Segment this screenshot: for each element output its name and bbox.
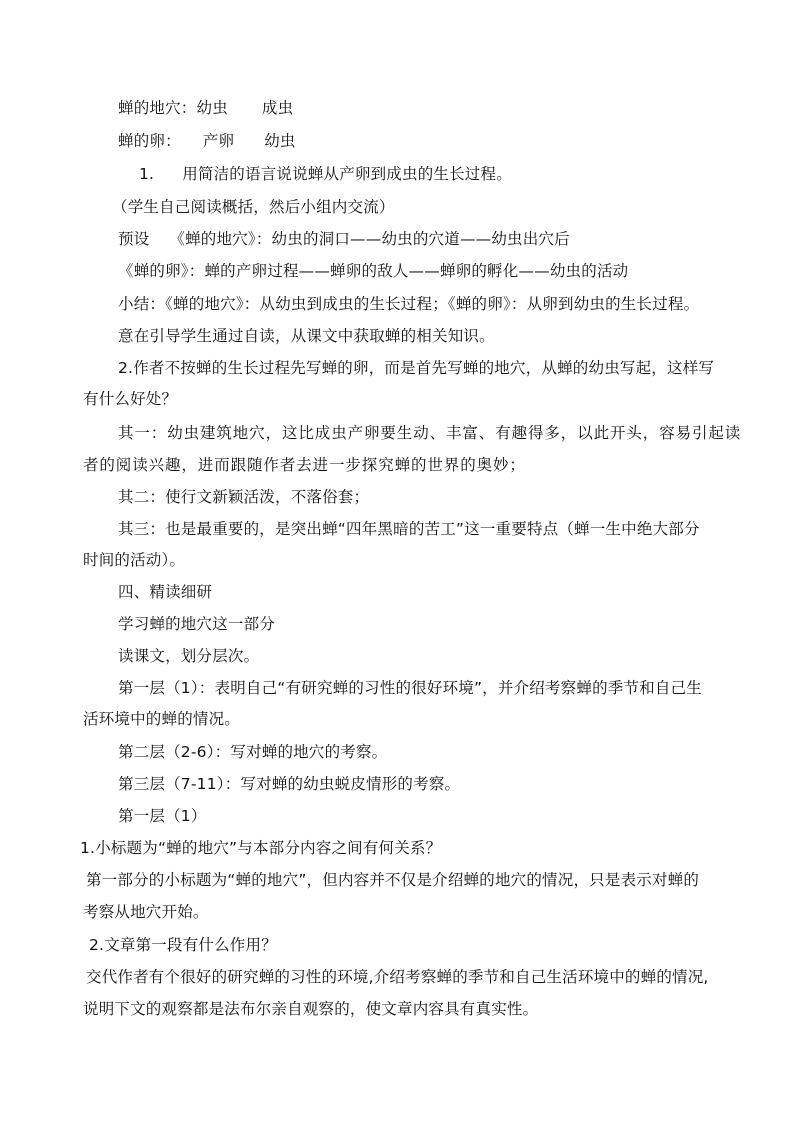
text-line: 小结：《蝉的地穴》：从幼虫到成虫的生长过程；《蝉的卵》：从卵到幼虫的生长过程。 [118,295,700,313]
text-line: 第二层（2-6）：写对蝉的地穴的考察。 [118,743,388,761]
text-span: 蝉的地穴：幼虫 [118,99,228,117]
text-line: 1.小标题为“蝉的地穴”与本部分内容之间有何关系？ [80,839,442,857]
text-line: 活环境中的蝉的情况。 [83,710,241,728]
text-span: 蝉的卵： [118,132,181,150]
text-span: 用简洁的语言说说蝉从产卵到成虫的生长过程。 [182,165,512,183]
text-line: 说明下文的观察都是法布尔亲自观察的，使文章内容具有真实性。 [83,1000,539,1018]
text-line: 第一层（1）：表明自己“有研究蝉的习性的很好环境”，并介绍考察蝉的季节和自己生 [118,679,702,697]
text-line: 学习蝉的地穴这一部分 [118,615,276,633]
text-line: 时间的活动）。 [83,551,186,569]
text-line: 第一层（1） [118,807,207,825]
text-line: （学生自己阅读概括，然后小组内交流） [112,198,395,216]
text-line [118,131,296,151]
text-line: 2.文章第一段有什么作用？ [89,936,277,954]
text-span: 产卵 [202,132,235,150]
text-line: 其二：使行文新颖活泼，不落俗套； [118,488,370,506]
text-line: 其一：幼虫建筑地穴，这比成虫产卵要生动、丰富、有趣得多，以此开头，容易引起读 [118,424,742,442]
text-line: 第三层（7-11）：写对蝉的幼虫蜕皮情形的考察。 [118,775,461,793]
text-line: 2.作者不按蝉的生长过程先写蝉的卵，而是首先写蝉的地穴，从蝉的幼虫写起，这样写 [118,359,715,377]
text-line [118,229,570,249]
text-line: 意在引导学生通过自读，从课文中获取蝉的相关知识。 [118,327,495,345]
text-span: 幼虫 [264,132,296,150]
text-line: 考察从地穴开始。 [83,903,209,921]
text-line: 有什么好处？ [83,390,178,408]
text-line [139,164,512,184]
text-line [118,98,293,118]
text-line: 其三：也是最重要的，是突出蝉“四年黑暗的苦工”这一重要特点（蝉一生中绝大部分 [118,520,700,538]
text-span: 《蝉的地穴》：幼虫的洞口——幼虫的穴道——幼虫出穴后 [169,230,570,248]
text-span: 成虫 [261,99,294,117]
list-number: 1. [139,165,155,183]
text-line: 交代作者有个很好的研究蝉的习性的环境,介绍考察蝉的季节和自己生活环境中的蝉的情况, [86,968,709,986]
text-line: 读课文，划分层次。 [118,647,260,665]
text-line: 第一部分的小标题为“蝉的地穴”，但内容并不仅是介绍蝉的地穴的情况，只是表示对蝉的 [86,871,700,889]
text-line: 者的阅读兴趣，进而跟随作者去进一步探究蝉的世界的奥妙； [83,456,526,474]
section-heading: 四、精读细研 [118,583,213,601]
text-line: 《蝉的卵》：蝉的产卵过程——蝉卵的敌人——蝉卵的孵化——幼虫的活动 [118,262,629,280]
text-span: 预设 [118,230,150,248]
